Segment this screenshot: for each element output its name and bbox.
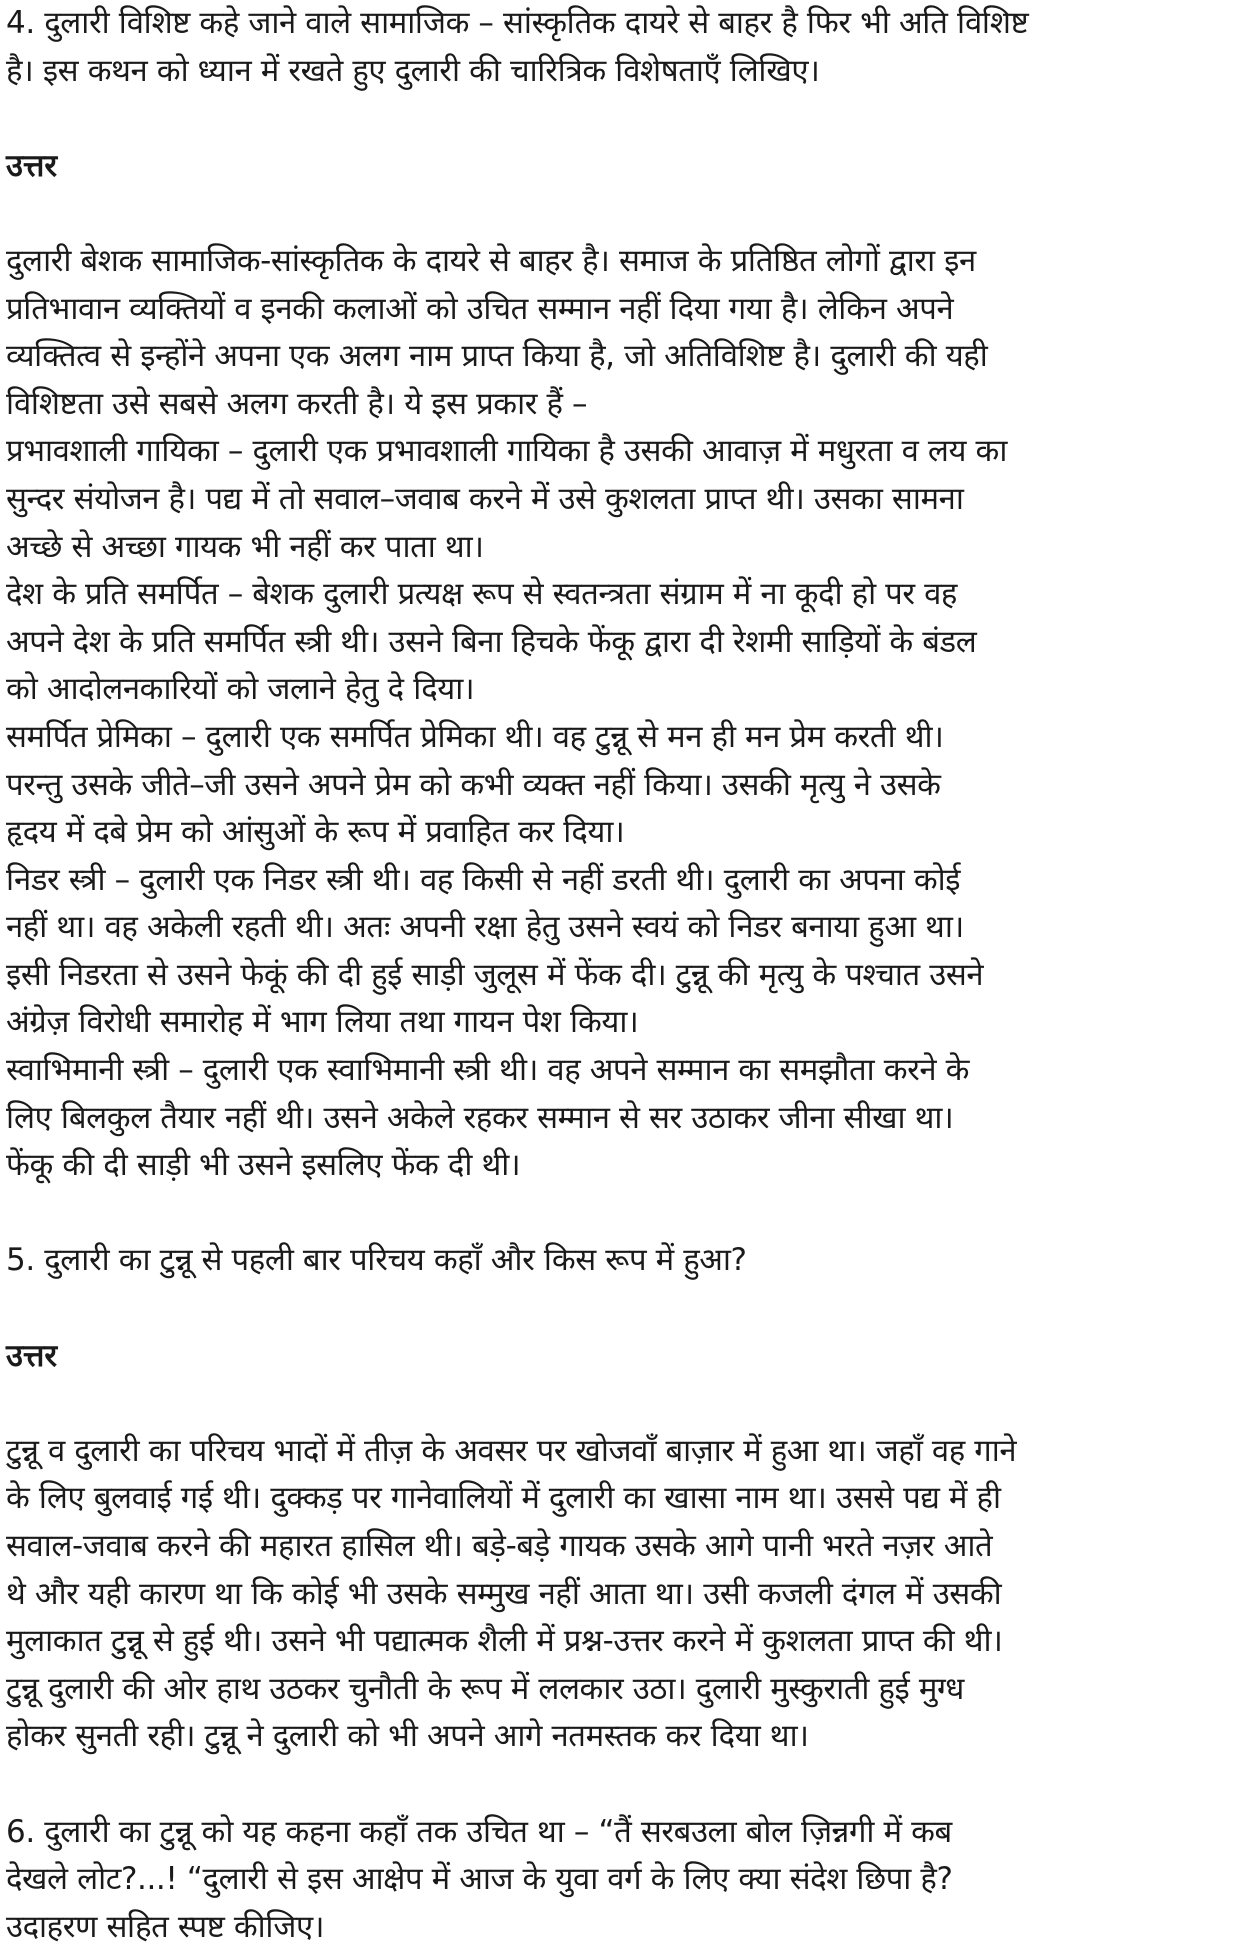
answer-5-line: थे और यही कारण था कि कोई भी उसके सम्मुख नहीं आता था। उसी कजली दंगल में उसकी (6, 1575, 1002, 1612)
answer-4-line: स्वाभिमानी स्त्री – दुलारी एक स्वाभिमानी स्त्री थी। वह अपने सम्मान का समझौता करने के (6, 1052, 970, 1089)
answer-5-line: के लिए बुलवाई गई थी। दुक्कड़ पर गानेवालियों में दुलारी का खासा नाम था। उससे पद्य में ही (6, 1480, 1001, 1517)
spacer (6, 95, 1244, 143)
answer-5-body (6, 1428, 1244, 1761)
question-4-line: 4. दुलारी विशिष्ट कहे जाने वाले सामाजिक – सांस्कृतिक दायरे से बाहर है फिर भी अति विशिष्ट (6, 5, 1029, 41)
answer-4-line: लिए बिलकुल तैयार नहीं थी। उसने अकेले रहकर सम्मान से सर उठाकर जीना सीखा था। (6, 1099, 954, 1136)
answer-4-line: अपने देश के प्रति समर्पित स्त्री थी। उसने बिना हिचके फेंकू द्वारा दी रेशमी साड़ियों के बंडल (6, 623, 977, 660)
answer-4-line: अंग्रेज़ विरोधी समारोह में भाग लिया तथा गायन पेश किया। (6, 1004, 639, 1041)
answer-4-line: को आदोलनकारियों को जलाने हेतु दे दिया। (6, 671, 475, 708)
answer-4-line: परन्तु उसके जीते–जी उसने अपने प्रेम को कभी व्यक्त नहीं किया। उसकी मृत्यु ने उसके (6, 766, 941, 803)
question-6-line: देखले लोट?...! “दुलारी से इस आक्षेप में आज के युवा वर्ग के लिए क्या संदेश छिपा है? (6, 1861, 953, 1898)
answer-5-heading: उत्तर (6, 1337, 58, 1374)
answer-4-line: फेंकू की दी साड़ी भी उसने इसलिए फेंक दी थी। (6, 1147, 521, 1184)
answer-4-line: देश के प्रति समर्पित – बेशक दुलारी प्रत्यक्ष रूप से स्वतन्त्रता संग्राम में ना कूदी हो पर वह (6, 576, 957, 613)
answer-4-line: प्रतिभावान व्यक्तियों व इनकी कलाओं को उचित सम्मान नहीं दिया गया है। लेकिन अपने (6, 290, 954, 327)
question-6-line: उदाहरण सहित स्पष्ट कीजिए। (6, 1908, 325, 1945)
answer-4-line: अच्छे से अच्छा गायक भी नहीं कर पाता था। (6, 528, 484, 565)
answer-5-line: टुन्नू दुलारी की ओर हाथ उठकर चुनौती के रूप में ललकार उठा। दुलारी मुस्कुराती हुई मुग्ध (6, 1670, 964, 1707)
spacer (6, 1380, 1244, 1428)
spacer (6, 190, 1244, 238)
question-4-line: है। इस कथन को ध्यान में रखते हुए दुलारी की चारित्रिक विशेषताएँ लिखिए। (6, 52, 820, 89)
answer-4-heading: उत्तर (6, 147, 58, 184)
answer-4-line: प्रभावशाली गायिका – दुलारी एक प्रभावशाली गायिका है उसकी आवाज़ में मधुरता व लय का (6, 433, 1007, 470)
question-6 (6, 1809, 1244, 1951)
spacer (6, 1285, 1244, 1333)
answer-5-line: सवाल-जवाब करने की महारत हासिल थी। बड़े-बड़े गायक उसके आगे पानी भरते नज़र आते (6, 1528, 993, 1564)
answer-4-line: विशिष्टता उसे सबसे अलग करती है। ये इस प्रकार हैं – (6, 385, 588, 422)
answer-4-line: दुलारी बेशक सामाजिक-सांस्कृतिक के दायरे से बाहर है। समाज के प्रतिष्ठित लोगों द्वारा इन (6, 242, 976, 279)
answer-4-line: समर्पित प्रेमिका – दुलारी एक समर्पित प्रेमिका थी। वह टुन्नू से मन ही मन प्रेम करती थी। (6, 718, 944, 755)
answer-4-line: निडर स्त्री – दुलारी एक निडर स्त्री थी। वह किसी से नहीं डरती थी। दुलारी का अपना कोई (6, 861, 961, 898)
question-5 (6, 1237, 1244, 1285)
answer-5-line: टुन्नू व दुलारी का परिचय भादों में तीज़ के अवसर पर खोजवाँ बाज़ार में हुआ था। जहाँ वह गाने (6, 1432, 1017, 1469)
spacer (6, 1761, 1244, 1809)
question-5-line: 5. दुलारी का टुन्नू से पहली बार परिचय कहाँ और किस रूप में हुआ? (6, 1242, 747, 1279)
answer-4-line: हृदय में दबे प्रेम को आंसुओं के रूप में प्रवाहित कर दिया। (6, 814, 625, 851)
answer-4-line: सुन्दर संयोजन है। पद्य में तो सवाल–जवाब करने में उसे कुशलता प्राप्त थी। उसका सामना (6, 480, 964, 517)
answer-4-body (6, 238, 1244, 1190)
spacer (6, 1190, 1244, 1238)
answer-5-line: होकर सुनती रही। टुन्नू ने दुलारी को भी अपने आगे नतमस्तक कर दिया था। (6, 1718, 809, 1755)
answer-4-line: इसी निडरता से उसने फेकूं की दी हुई साड़ी जुलूस में फेंक दी। टुन्नू की मृत्यु के पश्चात उसने (6, 956, 984, 993)
answer-4-line: व्यक्तित्व से इन्होंने अपना एक अलग नाम प्राप्त किया है, जो अतिविशिष्ट है। दुलारी की यही (6, 338, 988, 375)
answer-5-line: मुलाकात टुन्नू से हुई थी। उसने भी पद्यात्मक शैली में प्रश्न-उत्तर करने में कुशलता प्राप्त की थी। (6, 1623, 1003, 1660)
question-4 (6, 0, 1244, 95)
question-6-line: 6. दुलारी का टुन्नू को यह कहना कहाँ तक उचित था – “तैं सरबउला बोल ज़िन्नगी में कब (6, 1813, 952, 1850)
answer-4-line: नहीं था। वह अकेली रहती थी। अतः अपनी रक्षा हेतु उसने स्वयं को निडर बनाया हुआ था। (6, 909, 964, 946)
